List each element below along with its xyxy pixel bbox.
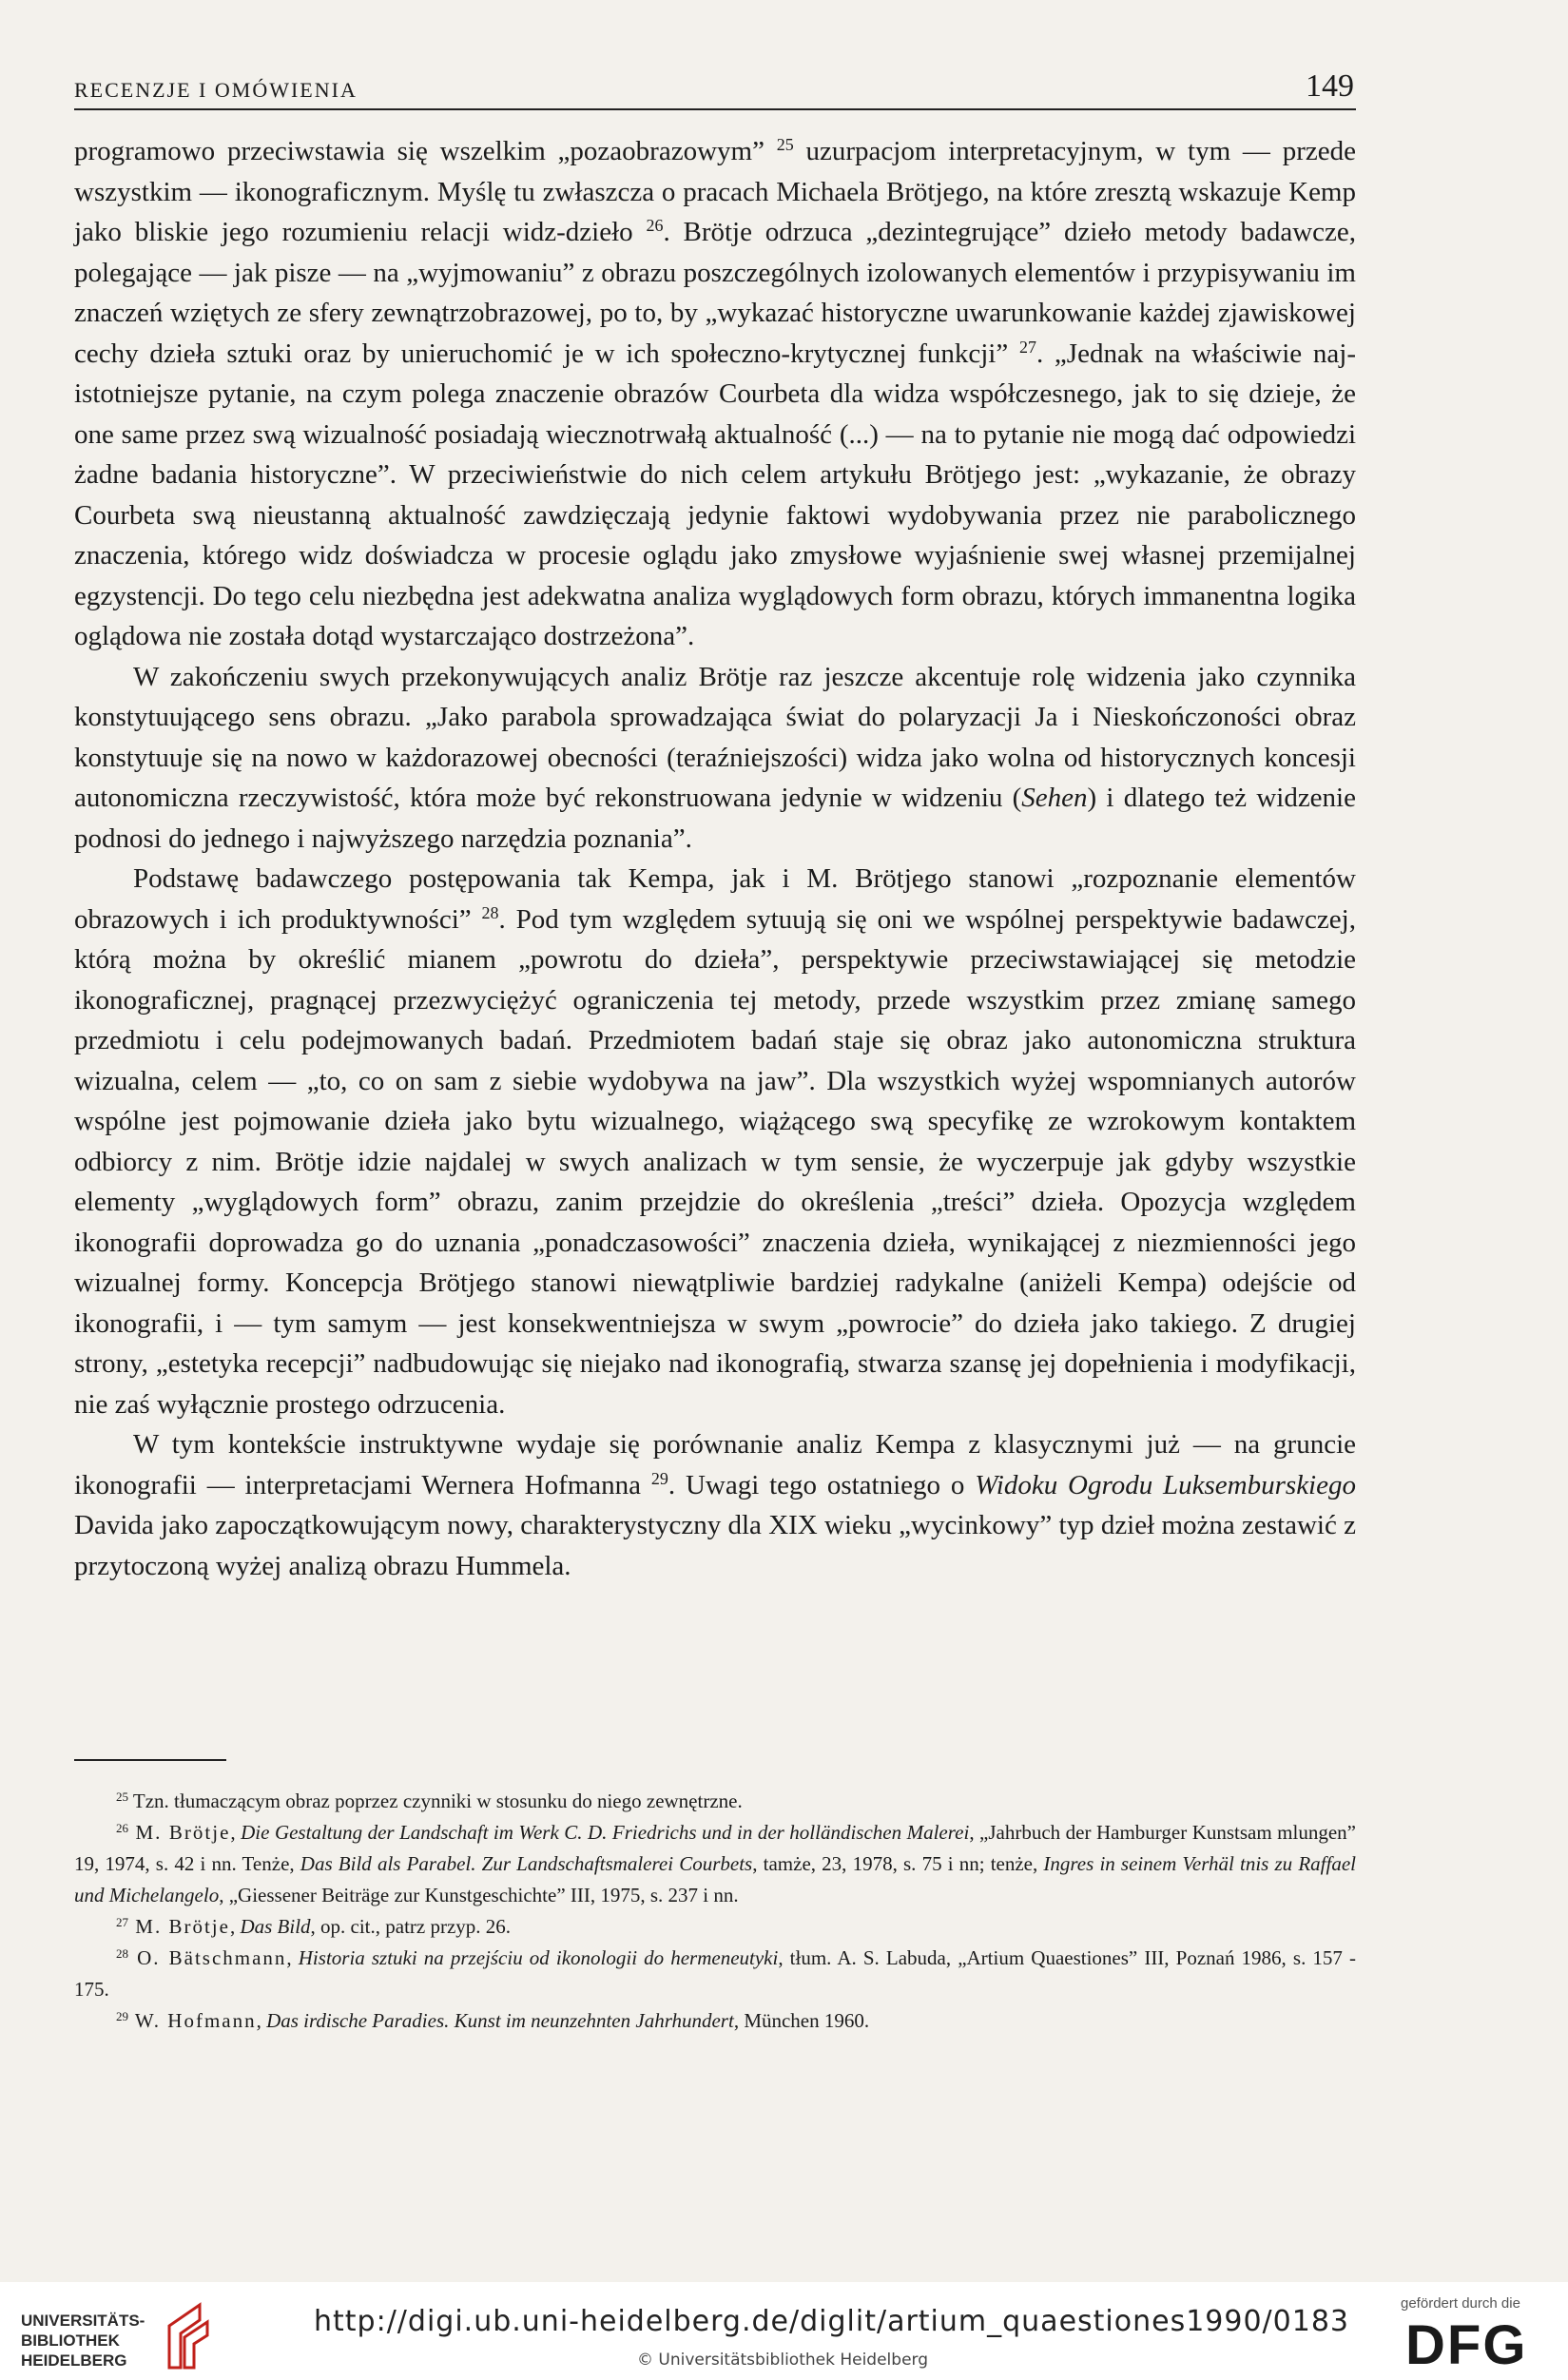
text-run: , [229, 1915, 241, 1938]
footnote-reference: 29 [116, 2008, 129, 2023]
digitization-footer [0, 2282, 1568, 2380]
source-url-link[interactable]: http://digi.ub.uni-heidelberg.de/diglit/artium_quaestiones1990/0183 [314, 2305, 1350, 2338]
footnote-reference: 28 [481, 902, 499, 922]
text-run: , München 1960. [733, 2009, 870, 2032]
footnote [74, 1817, 1356, 1911]
text-run: W zakończeniu swych przekonywujących analiz Brötje raz jeszcze akcentuje rolę widzenia jako czynnika konstytuującego sens obrazu. „Jako parabola sprowadzająca świat do polaryzacji Ja i Nieskończoności obraz konstytuuje się na nowo w każdorazowej obecności (teraźniejszości) widza jako wolna od historycznych koncesji autonomiczna rzeczywistość, która może być rekonstruowana jedynie w widzeniu ( [74, 661, 1356, 813]
page-header [74, 67, 1356, 110]
italic-text: Das Bild als Parabel. Zur Landschaftsmalerei Courbets [300, 1852, 753, 1875]
author-name: M. Brötje [128, 1821, 231, 1844]
footnotes [74, 1786, 1356, 2037]
footnote-reference: 27 [116, 1914, 129, 1929]
footnote [74, 1786, 1356, 1817]
text-run: , „Jahrbuch der Hamburger Kunstsam mlungen” 19, 1974, s. 42 i nn. Tenże, [74, 1821, 1356, 1875]
text-run: . Pod tym względem sytuują się oni we wspólnej perspektywie badawczej, którą można by określić mianem „powrotu do dzieła”, perspektywie przeciwstawiającej się metodzie ikonograficznej, pragnącej przezwyciężyć ograniczenia tej metody, przede wszystkim przez zmianę samego przedmiotu i celu podejmowanych badań. Przedmiotem badań staje się obraz jako autonomiczna struktura wizualna, celem — „to, co on sam z siebie wydobywa na jaw”. Dla wszystkich wyżej wspomnianych autorów wspólne jest pojmowanie dzieła jako bytu wizualnego, wiążącego swą specyfikę ze wzrokowym kontaktem odbiorcy z nim. Brötje idzie najdalej w swych analizach w tym sensie, że wyczerpuje jak gdyby wszystkie elementy „wyglądowych form” obrazu, zanim przejdzie do określenia „treści” dzieła. Opozycja względem ikonografii doprowadza go do uznania „ponadczasowości” znaczenia dzieła, wynikającej z niezmienności jego wizualnej formy. Koncepcja Brötjego stanowi niewątpliwie bardziej radykalne (aniżeli Kempa) odejście od ikonografii, i — tym samym — jest konsekwentniejsza w swym „powrocie” do dzieła jako takiego. Z drugiej strony, „estetyka recepcji” nadbudowując się niejako nad ikonografią, stwarza szansę jej dopełnienia i modyfikacji, nie zaś wyłącznie prostego odrzucenia. [74, 903, 1356, 1420]
library-name-line: HEIDELBERG [21, 2351, 127, 2370]
italic-text: Sehen [1021, 783, 1088, 813]
text-run: Tzn. tłumaczącym obraz poprzez czynniki w stosunku do niego zewnętrzne. [128, 1790, 743, 1812]
text-run: uzurpacjom interpretacyjnym, w tym — przede wszystkim — ikonograficznym. Myślę tu zwłaszcza o pracach Michaela Brötjego, na które zresztą wskazuje Kemp jako bliskie jego rozumieniu relacji widz-dzieło [74, 136, 1356, 247]
library-name-line: UNIVERSITÄTS- [21, 2312, 145, 2330]
text-run: Davida jako zapoczątkowującym nowy, charakterystyczny dla XIX wieku „wycinkowy” typ dzieł można zestawić z przytoczoną wyżej analizą obrazu Hummela. [74, 1510, 1356, 1581]
text-run: Podstawę badawczego postępowania tak Kempa, jak i M. Brötjego stanowi „rozpoznanie elementów obrazowych i ich produktywności” [74, 863, 1356, 935]
body-paragraph [74, 1424, 1356, 1586]
italic-text: Das irdische Paradies. Kunst im neunzehnten Jahrhundert [266, 2009, 734, 2032]
footnote-reference: 26 [116, 1820, 129, 1835]
italic-text: Das Bild [240, 1915, 311, 1938]
italic-text: Historia sztuki na przejściu od ikonologii do hermeneutyki [298, 1946, 779, 1969]
text-run: . Uwagi tego ostatniego o [668, 1469, 976, 1500]
italic-text: Die Gestaltung der Landschaft im Werk C. D. Friedrichs und in der holländischen Malerei [241, 1821, 970, 1844]
body-paragraph [74, 657, 1356, 860]
author-name: M. Brötje [128, 1915, 230, 1938]
text-run: , tamże, 23, 1978, s. 75 i nn; tenże, [752, 1852, 1044, 1875]
footnote-reference: 28 [116, 1945, 129, 1961]
footnote-reference: 27 [1018, 337, 1036, 357]
text-run: , [286, 1946, 299, 1969]
footnote [74, 1943, 1356, 2005]
text-run: . Brötje odrzuca „dezintegrujące” dzieło metody badawcze, polegające — jak pisze — na „wyjmowaniu” z obrazu poszczególnych izolowanych elementów i przypisywaniu im znaczeń wziętych ze sfery zewnątrzobrazowej, po to, by „wykazać historyczne uwarunkowanie każdej zjawiskowej cechy dzieła sztuki oraz by unieruchomić je w ich społeczno-krytycznej funkcji” [74, 217, 1357, 369]
footnote-reference: 26 [646, 216, 664, 236]
body-text [74, 131, 1356, 1586]
library-name [21, 2311, 145, 2370]
footnote [74, 1911, 1356, 1943]
text-run: W tym kontekście instruktywne wydaje się porównanie analiz Kempa z klasycznymi już — na gruncie ikonografii — interpretacjami Wernera Hofmanna [74, 1429, 1356, 1500]
text-run: programowo przeciwstawia się wszelkim „pozaobrazowym” [74, 136, 777, 166]
page-number: 149 [1306, 68, 1354, 104]
copyright-notice: © Universitätsbibliothek Heidelberg [637, 2351, 929, 2370]
text-run: , tłum. A. S. Labuda, „Artium Quaestiones” III, Poznań 1986, s. 157 - 175. [74, 1946, 1356, 2001]
footnote-reference: 25 [776, 135, 794, 155]
text-run: , [256, 2009, 267, 2032]
author-name: W. Hofmann [128, 2009, 257, 2032]
text-run: . „Jednak na właściwie najistotniejsze pytanie, na czym polega znaczenie obrazów Courbeta dla widza współczesnego, jak to się dzieje, że one same przez swą wizualność posiadają wiecznotrwałą aktualność (...) — na to pytanie nie mogą dać odpowiedzi żadne badania historyczne”. W przeciwieństwie do nich celem artykułu Brötjego jest: „wykazanie, że obrazy Courbeta swą nieustanną aktualność zawdzięczają jedynie faktowi wydobywania przez nie parabolicznego znaczenia, którego widz doświadcza w procesie oglądu jako zmysłowe wyjaśnienie swej własnej przemijalnej egzystencji. Do tego celu niezbędna jest adekwatna analiza wyglądowych form obrazu, których immanentna logika oglądowa nie została dotąd wystarczająco dostrzeżona”. [74, 338, 1356, 651]
footnote-reference: 29 [650, 1468, 668, 1488]
body-paragraph [74, 859, 1356, 1424]
footnote-reference: 25 [116, 1789, 129, 1804]
author-name: O. Bätschmann [128, 1946, 287, 1969]
footnote-separator [74, 1759, 226, 1761]
footnote [74, 2005, 1356, 2037]
library-logo-icon [160, 2301, 215, 2370]
italic-text: Ingres in seinem Verhäl tnis zu Raffael und Michelangelo [74, 1852, 1356, 1906]
library-name-line: BIBLIOTHEK [21, 2332, 120, 2350]
text-run: , op. cit., patrz przyp. 26. [310, 1915, 512, 1938]
italic-text: Widoku Ogrodu Luksemburskiego [975, 1469, 1356, 1500]
dfg-logo: DFG [1405, 2314, 1528, 2376]
text-run: , [230, 1821, 242, 1844]
body-paragraph [74, 131, 1356, 657]
text-run: ) i dlatego też widzenie podnosi do jednego i najwyższego narzędzia poznania”. [74, 783, 1356, 854]
funding-note: gefördert durch die [1401, 2295, 1520, 2312]
text-run: , „Giessener Beiträge zur Kunstgeschichte” III, 1975, s. 237 i nn. [219, 1884, 739, 1906]
running-head: RECENZJE I OMÓWIENIA [74, 78, 358, 102]
